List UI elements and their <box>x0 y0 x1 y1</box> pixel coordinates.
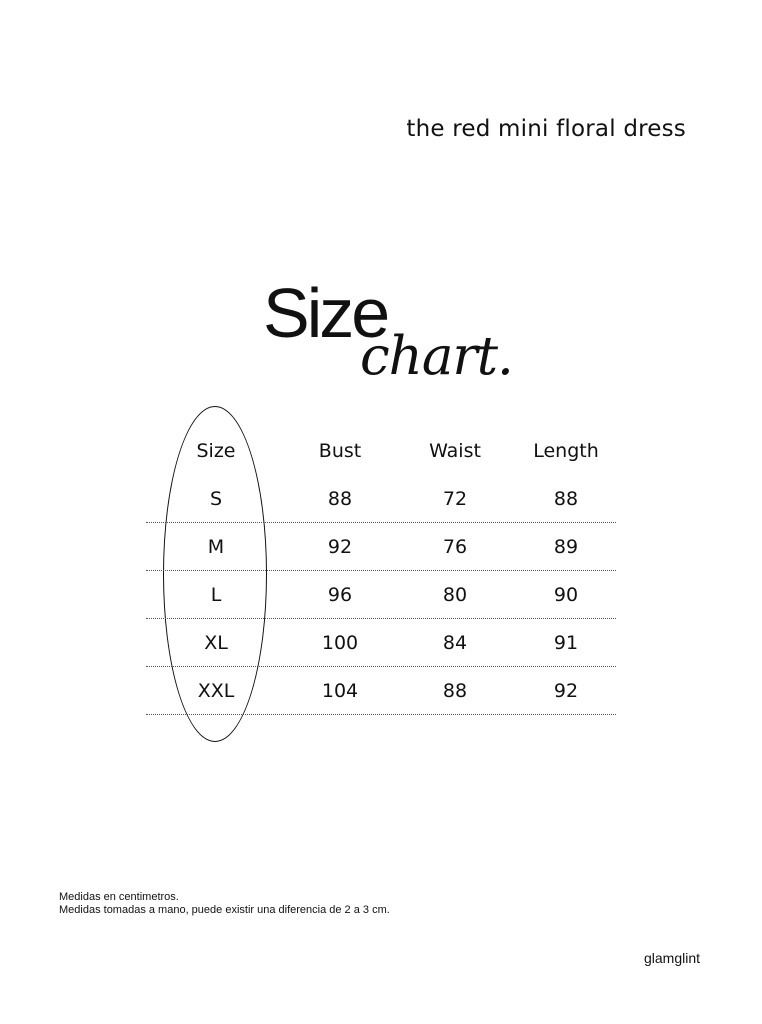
length-cell: 89 <box>553 535 579 558</box>
size-cell: XXL <box>197 679 235 702</box>
bust-cell: 100 <box>321 631 359 654</box>
size-cell: S <box>209 487 223 510</box>
bust-cell: 96 <box>327 583 353 606</box>
table-row <box>146 571 616 619</box>
size-cell: M <box>207 535 225 558</box>
bust-cell: 88 <box>327 487 353 510</box>
size-cell: L <box>210 583 222 606</box>
table-row <box>146 667 616 715</box>
heading-size: Size <box>263 274 388 352</box>
waist-cell: 84 <box>442 631 468 654</box>
table-row <box>146 619 616 667</box>
brand-name: glamglint <box>643 950 700 966</box>
header-waist: Waist <box>429 440 481 462</box>
footnote-line-tolerance: Medidas tomadas a mano, puede existir una diferencia de 2 a 3 cm. <box>59 904 390 916</box>
bust-cell: 92 <box>327 535 353 558</box>
bust-cell: 104 <box>321 679 359 702</box>
heading-chart: chart. <box>360 326 513 387</box>
table-row <box>146 523 616 571</box>
length-cell: 90 <box>553 583 579 606</box>
length-cell: 92 <box>553 679 579 702</box>
waist-cell: 76 <box>442 535 468 558</box>
header-bust: Bust <box>318 440 362 462</box>
length-cell: 91 <box>553 631 579 654</box>
table-header-row <box>146 427 616 475</box>
waist-cell: 72 <box>442 487 468 510</box>
size-cell: XL <box>204 631 228 654</box>
waist-cell: 88 <box>442 679 468 702</box>
header-size: Size <box>196 440 236 462</box>
measurement-footnote <box>59 891 390 917</box>
waist-cell: 80 <box>442 583 468 606</box>
header-length: Length <box>533 440 599 462</box>
length-cell: 88 <box>553 487 579 510</box>
table-row <box>146 475 616 523</box>
footnote-line-units: Medidas en centimetros. <box>59 891 179 903</box>
product-title: the red mini floral dress <box>406 116 686 142</box>
size-table <box>146 427 616 715</box>
